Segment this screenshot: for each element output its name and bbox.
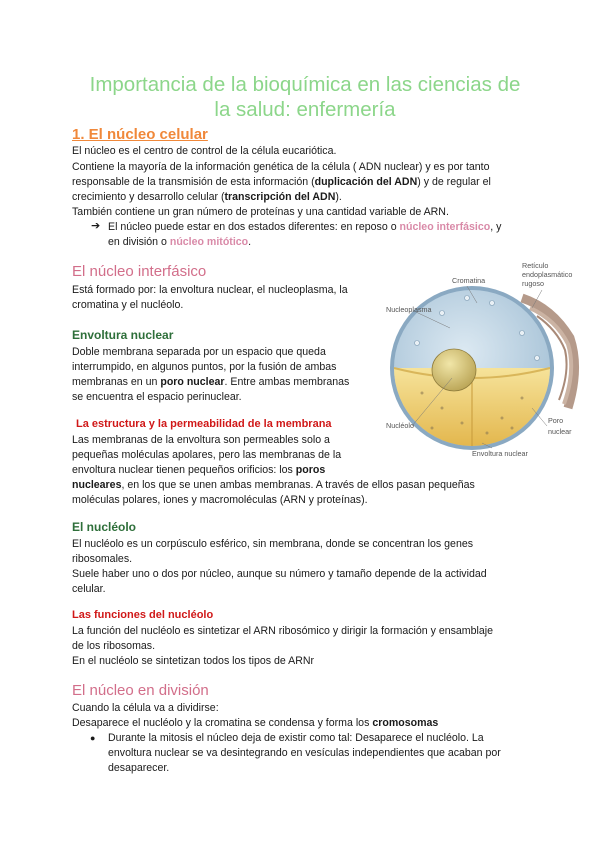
label-reticulo: Retículo (522, 261, 549, 270)
bold-term: duplicación del ADN (314, 176, 418, 188)
paragraph-line: envoltura nuclear tienen pequeños orificios: los poros (72, 464, 326, 476)
paragraph-line: Cuando la célula va a dividirse: (72, 702, 219, 714)
bold-term: cromosomas (372, 717, 439, 729)
paragraph-line: Las membranas de la envoltura son permeables solo a (72, 434, 330, 446)
arrow-bullet-icon: ➔ (91, 220, 101, 232)
title-line-2: la salud: enfermería (214, 98, 396, 121)
subheading-nucleolo: El nucléolo (72, 520, 137, 534)
paragraph-line: de los ribosomas. (72, 640, 156, 652)
bullet-icon: ● (90, 733, 96, 743)
list-item: Durante la mitosis el núcleo deja de existir como tal: Desaparece el nucléolo. La (108, 732, 484, 744)
paragraph-line: Está formado por: la envoltura nuclear, el nucleoplasma, la (72, 284, 348, 296)
label-cromatina: Cromatina (452, 276, 486, 285)
paragraph-line: Doble membrana separada por un espacio que queda (72, 346, 326, 358)
label-poro: nuclear (548, 427, 572, 436)
highlight-term: núcleo interfásico (399, 221, 491, 233)
list-item-continuation: desaparecer. (108, 762, 170, 774)
paragraph-line: También contiene un gran número de proteínas y una cantidad variable de ARN. (72, 206, 449, 218)
list-item-continuation: envoltura nuclear se va desintegrando en vesículas independientes que acaban por (108, 747, 501, 759)
paragraph-line: celular. (72, 583, 106, 595)
bold-term: poro nuclear (160, 376, 225, 388)
page-title (60, 72, 550, 122)
bold-term: nucleares (72, 479, 122, 491)
paragraph-line: nucleares, en los que se unen ambas membranas. A través de ellos pasan pequeñas (72, 479, 475, 491)
subheading-funciones: Las funciones del nucléolo (72, 609, 214, 621)
paragraph-line: interrumpido, en algunos puntos, por la fusión de ambas (72, 361, 337, 373)
paragraph-line: membranas en un poro nuclear. Entre ambas membranas (72, 376, 350, 388)
subheading-estructura: La estructura y la permeabilidad de la membrana (76, 418, 332, 430)
paragraph-line: moléculas polares, iones y macromoléculas (ARN y proteínas). (72, 494, 368, 506)
paragraph-line: Contiene la mayoría de la información genética de la célula ( ADN nuclear) y es por tanto (72, 161, 490, 173)
bold-term: transcripción del ADN (224, 191, 336, 203)
label-poro: Poro (548, 416, 564, 425)
paragraph-line: Desaparece el nucléolo y la cromatina se condensa y forma los cromosomas (72, 717, 439, 729)
paragraph-line: El nucléolo es un corpúsculo esférico, sin membrana, donde se concentran los genes (72, 538, 474, 550)
paragraph-line: cromatina y el nucléolo. (72, 299, 184, 311)
paragraph-line: ribosomales. (72, 553, 133, 565)
paragraph-line: se encuentra el espacio perinuclear. (72, 391, 242, 403)
paragraph-line: La función del nucléolo es sintetizar el ARN ribosómico y dirigir la formación y ensamblaje (72, 625, 494, 637)
subheading-envoltura: Envoltura nuclear (72, 328, 174, 342)
list-item: El núcleo puede estar en dos estados diferentes: en reposo o núcleo interfásico, y (108, 221, 502, 233)
title-line-1: Importancia de la bioquímica en las ciencias de (89, 73, 521, 96)
paragraph-line: En el nucléolo se sintetizan todos los tipos de ARNr (72, 655, 315, 667)
section-heading-nucleo-celular: 1. El núcleo celular (72, 126, 208, 143)
section-heading-division: El núcleo en división (72, 682, 209, 699)
label-nucleoplasma: Nucleoplasma (386, 305, 432, 314)
paragraph-line: responsable de la transmisión de esta información (duplicación del ADN) y de regular el (72, 176, 491, 188)
paragraph-line: pequeñas moléculas apolares, pero las membranas de la (72, 449, 342, 461)
paragraph-line: crecimiento y desarrollo celular (transcripción del ADN). (72, 191, 342, 203)
paragraph-line: El núcleo es el centro de control de la célula eucariótica. (72, 145, 337, 157)
paragraph-line: Suele haber uno o dos por núcleo, aunque su número y tamaño depende de la actividad (72, 568, 487, 580)
label-reticulo: endoplasmático (522, 270, 573, 279)
highlight-term: núcleo mitótico (169, 236, 249, 248)
label-envoltura: Envoltura nuclear (472, 449, 528, 458)
list-item-continuation: en división o núcleo mitótico. (108, 236, 252, 248)
bold-term: poros (295, 464, 326, 476)
label-reticulo: rugoso (522, 279, 544, 288)
label-nucleolo: Nucléolo (386, 421, 414, 430)
section-heading-interfasico: El núcleo interfásico (72, 263, 207, 280)
nucleus-diagram (372, 258, 592, 468)
